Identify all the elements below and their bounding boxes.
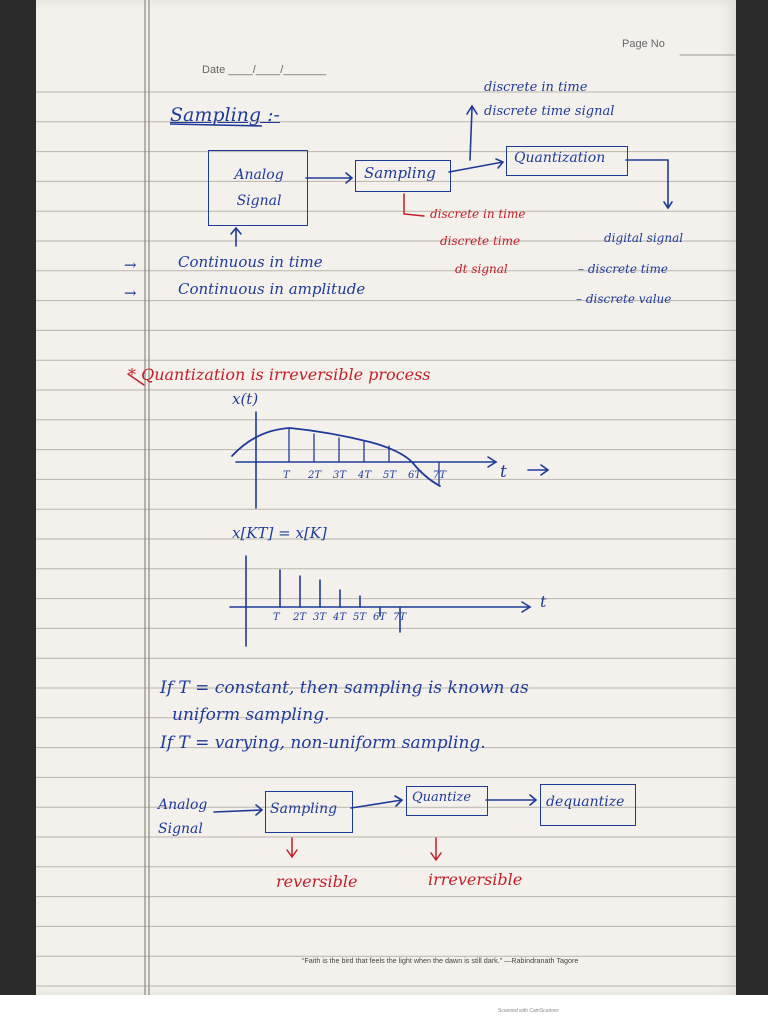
bullet-arrow-2: →: [124, 284, 137, 302]
arrow-analog-to-sampling-2: [214, 805, 262, 815]
plot1-tick-label-7: 7T: [433, 470, 447, 481]
arrow-sampling-to-quantize: [351, 796, 402, 808]
reversible-label: reversible: [276, 872, 358, 891]
red-arrow-sampling-note: [404, 194, 424, 216]
plot1-analog-curve: [232, 428, 440, 486]
uniform-line-2: uniform sampling.: [172, 705, 330, 725]
analog-signal-2: Analog Signal: [158, 797, 208, 837]
continuous-in-amplitude: Continuous in amplitude: [178, 280, 366, 298]
sampling-label-2: Sampling: [270, 801, 338, 817]
title-underline: [170, 124, 262, 126]
plot2-tick-label-6: 6T: [373, 612, 387, 623]
arrow-quantize-to-dequantize: [486, 795, 536, 805]
nonuniform-line: If T = varying, non-uniform sampling.: [160, 733, 486, 753]
arrow-up-under-analog: [231, 228, 241, 246]
plot2-tick-label-5: 5T: [353, 612, 367, 623]
uniform-line-1: If T = constant, then sampling is known as: [160, 678, 529, 698]
plot2-tick-label-1: T: [273, 612, 280, 623]
plot2-ylabel: x[KT] = x[K]: [232, 524, 327, 542]
arrow-quantization-down: [626, 160, 672, 208]
plot2-tick-label-3: 3T: [313, 612, 327, 623]
footer-quote: “Faith is the bird that feels the light when the dawn is still dark.” —Rabindranath Tagore: [302, 956, 579, 965]
plot2-xlabel: t: [540, 592, 547, 611]
bullet-arrow-1: →: [124, 256, 137, 274]
arrow-analog-to-sampling: [306, 173, 352, 183]
analog-signal-label: Analog Signal: [234, 167, 284, 209]
quantization-irreversible-note: * Quantization is irreversible process: [128, 365, 431, 384]
plot1-tick-label-5: 5T: [383, 470, 397, 481]
quantization-label-1: Quantization: [514, 150, 606, 166]
plot2-tick-label-7: 7T: [393, 612, 407, 623]
date-label: Date ____/____/_______: [202, 64, 327, 76]
plot2-tick-label-2: 2T: [293, 612, 307, 623]
discrete-time-note-2: discrete time: [440, 234, 521, 248]
plot2-tick-label-4: 4T: [333, 612, 347, 623]
title-sampling: Sampling :-: [170, 104, 280, 126]
plot1-tick-label-4: 4T: [358, 470, 372, 481]
dequantize-label: dequantize: [546, 794, 625, 810]
arrow-sampling-to-quantization: [449, 159, 503, 172]
quantize-label: Quantize: [412, 790, 472, 805]
plot1-tick-label-2: 2T: [308, 470, 322, 481]
red-arrow-reversible: [287, 838, 297, 857]
sampling-label-1: Sampling: [364, 164, 436, 182]
plot1-tick-label-3: 3T: [333, 470, 347, 481]
scanner-credit: Scanned with CamScanner: [498, 1008, 559, 1014]
discrete-time-signal-note-1: discrete time signal: [484, 104, 615, 119]
continuous-in-time: Continuous in time: [178, 253, 323, 271]
plot1-ylabel: x(t): [232, 390, 259, 408]
plot1-tick-label-1: T: [283, 470, 290, 481]
signal-note-2: dt signal: [455, 262, 508, 276]
red-arrow-irreversible: [431, 838, 441, 860]
discrete-in-time-note-2: discrete in time: [430, 207, 526, 221]
page-no-label: Page No: [622, 38, 665, 50]
plot1-xlabel: t: [500, 462, 507, 482]
irreversible-label: irreversible: [428, 870, 523, 889]
discrete-in-time-note-1: discrete in time: [484, 80, 588, 95]
discrete-value-note: – discrete value: [576, 292, 672, 306]
arrow-up-to-discrete-note: [467, 106, 477, 160]
digital-signal-note: digital signal: [604, 231, 684, 245]
plot1-tick-label-6: 6T: [408, 470, 422, 481]
discrete-time-note-3: – discrete time: [578, 262, 668, 276]
